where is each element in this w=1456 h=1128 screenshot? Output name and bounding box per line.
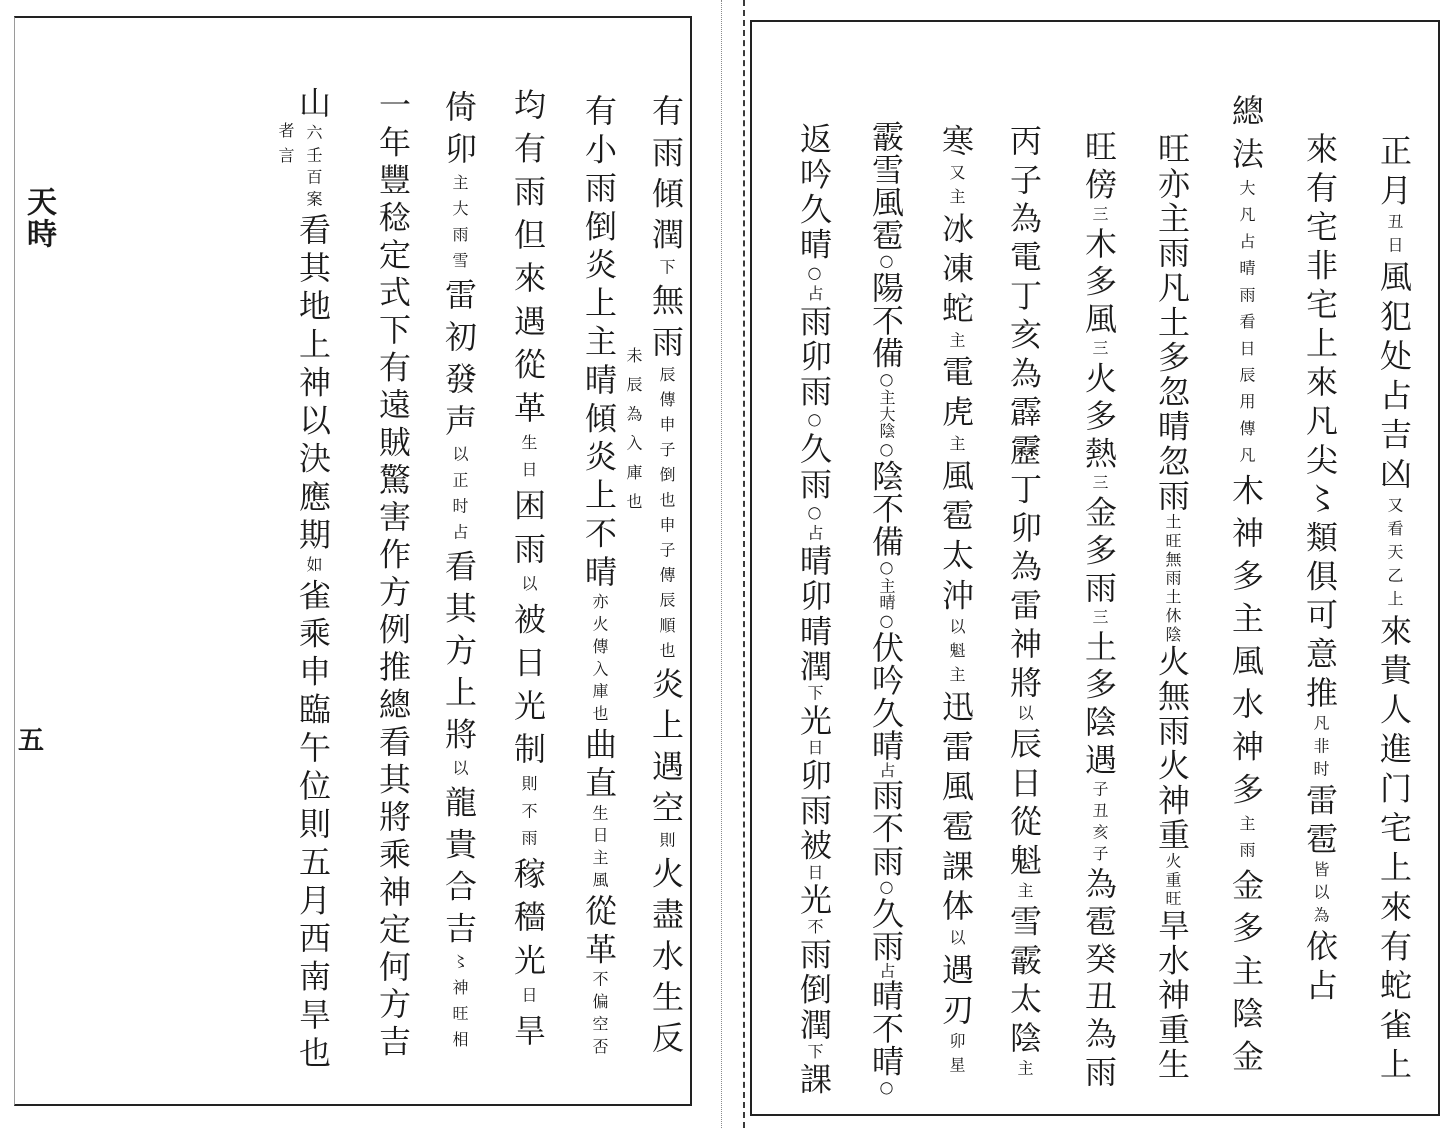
left-page-text-column (439, 90, 479, 1057)
main-text: 風犯处占吉凶 (1375, 259, 1413, 497)
annotation-text: 又主 (947, 163, 966, 212)
annotation-text: ○主大陰○ (877, 369, 896, 460)
main-text: 龍貴合吉 (440, 785, 478, 954)
annotation-text: ○ (877, 876, 896, 897)
main-text: 主風水神多 (1227, 601, 1265, 815)
main-text: 旱水神重生 (1153, 908, 1191, 1083)
main-text: 看其地上神以決應期 (294, 212, 332, 556)
main-text: 遇刃 (937, 952, 975, 1033)
annotation-text: 辰傳申子倒也申子傳辰順也 (657, 365, 676, 667)
annotation-text: ○ (877, 251, 896, 271)
annotation-text: 三 (1090, 473, 1109, 496)
annotation-text: 三 (1090, 339, 1109, 362)
main-text: 困雨 (509, 488, 547, 575)
main-text: 晴卯晴 (795, 543, 833, 650)
main-text: 寒 (937, 124, 975, 164)
main-text: 均有雨但來遇從革 (509, 88, 547, 434)
main-text: 旺傍 (1080, 130, 1118, 206)
main-text: 金多主陰金 (1227, 868, 1265, 1082)
main-text: 一年豐稔定式下有遠賊驚害作方例推 (374, 88, 412, 688)
annotation-text: ○ (805, 409, 824, 432)
main-text: 光 (795, 882, 833, 919)
left-page-text-column (646, 94, 686, 1062)
right-page-text-column (1152, 132, 1192, 1082)
main-text: 炎上遇空 (647, 666, 685, 832)
right-page-text-column (936, 124, 976, 1080)
annotation-text: 占 (877, 962, 896, 979)
main-text: 卯雨被 (795, 758, 833, 864)
annotation-text: 如 (304, 555, 323, 579)
annotation-text: 不偏空否 (590, 970, 609, 1061)
main-text: 久雨 (795, 431, 833, 503)
left-page-text-column (579, 94, 619, 1060)
main-text: 無雨 (647, 283, 685, 366)
main-text: 依占 (1301, 929, 1339, 1008)
annotation-text: ○占 (805, 262, 824, 305)
right-page-text-column (1079, 130, 1119, 1092)
main-text: 旱 (509, 1013, 547, 1058)
main-text: 正月 (1375, 134, 1413, 213)
main-text: 雀乘申臨午位則五月西南旱也 (294, 578, 332, 1074)
annotation-text: 又看天乙上 (1385, 496, 1404, 614)
left-page-text-column (373, 88, 413, 1062)
main-text: 火盡水生反 (647, 856, 685, 1062)
main-text: 返吟久晴 (795, 122, 833, 263)
annotation-text: 下 (657, 258, 676, 284)
annotation-text: 〻神旺相 (450, 953, 469, 1057)
annotation-text: 主大雨雪 (450, 173, 469, 278)
annotation-text: 主雨 (1237, 814, 1256, 869)
main-text: 為雹癸丑為雨 (1080, 866, 1118, 1093)
annotation-text: 丑日 (1385, 212, 1404, 260)
main-text: 稼穡光 (509, 856, 547, 987)
main-text: 遇 (1080, 742, 1118, 781)
main-text: 被日光制 (509, 602, 547, 776)
main-text: 光 (795, 703, 833, 739)
main-text: 總看其將乘神定何方吉 (374, 687, 412, 1062)
annotation-text: 以 (450, 759, 469, 786)
left-page (14, 16, 692, 1106)
main-text: 來有宅非宅上來凡尖〻類俱可意推 (1301, 132, 1339, 715)
main-text: 潤 (795, 649, 833, 685)
main-text: 迅雷風雹 (937, 689, 975, 850)
annotation-text: 以 (1015, 704, 1034, 728)
main-text: 課体 (937, 849, 975, 929)
main-text: 電虎 (937, 355, 975, 435)
annotation-text: 下 (805, 1042, 824, 1063)
right-page-text-column (1004, 124, 1044, 1082)
annotation-text: 亦火傳入庫也 (590, 593, 609, 728)
main-text: 久雨 (867, 896, 905, 963)
main-text: 晴不晴 (867, 979, 905, 1078)
annotation-text: 以 (519, 574, 538, 603)
annotation-text: 以 (947, 928, 966, 953)
annotation-text: 以正时占 (450, 445, 469, 550)
main-text: 雨卯雨 (795, 304, 833, 410)
binding-line (743, 0, 745, 1128)
main-text: 旺亦主雨凡土多忽晴忽雨 (1153, 132, 1191, 514)
main-text: 丙子為電丁亥為霹靂丁卯為雷 (1005, 124, 1043, 627)
main-text: 雷雹 (1301, 783, 1339, 861)
main-text: 陽不備 (867, 270, 905, 370)
annotation-text: 三 (1090, 205, 1109, 227)
annotation-text: 凡非时 (1311, 714, 1330, 784)
annotation-text: 生日主風 (590, 804, 609, 894)
main-text: 伏吟久晴 (867, 630, 905, 762)
main-text: 神將 (1005, 626, 1043, 705)
right-page-text-column (1374, 134, 1414, 1087)
main-text: 冰凍蛇 (937, 211, 975, 332)
annotation-text: 火重旺 (1163, 852, 1182, 909)
annotation-text: 以魁主 (947, 618, 966, 690)
main-text: 雷初發声 (440, 277, 478, 446)
side-annotation: 未辰為入庫也 (624, 347, 643, 523)
main-text: 倚卯 (440, 90, 478, 174)
annotation-text: ○主晴○ (877, 557, 896, 631)
annotation-text: 則不雨 (519, 775, 538, 857)
annotation-text: 主 (947, 434, 966, 459)
main-text: 陰不備 (867, 459, 905, 558)
main-text: 從革 (580, 893, 618, 971)
main-text: 曲直 (580, 727, 618, 805)
right-page-text-column (1300, 132, 1340, 1007)
annotation-text: 占 (877, 761, 896, 779)
annotation-text: 大凡占晴雨看日辰用傳凡 (1237, 179, 1256, 474)
main-text: 木神多 (1227, 473, 1265, 602)
page-number: 五 (18, 726, 45, 756)
gutter-fold-line (721, 0, 722, 1128)
side-annotation: 者言 (276, 122, 295, 172)
main-text: 山 (294, 86, 332, 125)
annotation-text: 日 (519, 986, 538, 1014)
left-page-text-column (508, 88, 548, 1057)
annotation-text: ○占 (805, 502, 824, 544)
right-page-text-column (794, 122, 834, 1097)
annotation-text: 日 (805, 863, 824, 883)
annotation-text: 土旺無雨土休陰 (1163, 513, 1182, 645)
main-text: 霰雪風雹 (867, 120, 905, 252)
right-page-text-column (866, 120, 906, 1097)
left-page-text-column (293, 86, 333, 1074)
right-page-text-column (1226, 94, 1266, 1082)
annotation-text: 下 (805, 684, 824, 704)
annotation-text: 主 (947, 331, 966, 356)
main-text: 金多雨 (1080, 495, 1118, 609)
annotation-text: 不 (805, 918, 824, 938)
main-text: 雨不雨 (867, 778, 905, 877)
main-text: 看其方上將 (440, 549, 478, 760)
annotation-text: 皆以為 (1311, 860, 1330, 930)
annotation-text: 三 (1090, 608, 1109, 630)
annotation-text: 日 (805, 738, 824, 759)
main-text: 風雹太沖 (937, 458, 975, 619)
annotation-text: 主 (1015, 1059, 1034, 1083)
main-text: 火無雨火神重 (1153, 644, 1191, 853)
annotation-text: 生日 (519, 433, 538, 489)
main-text: 土多陰 (1080, 629, 1118, 743)
annotation-text: 主 (1015, 881, 1034, 905)
main-text: 課 (795, 1062, 833, 1098)
main-text: 來貴人進门宅上來有蛇雀上 (1375, 613, 1413, 1087)
main-text: 倒潤 (795, 972, 833, 1043)
main-text: 木多風 (1080, 226, 1118, 340)
main-text: 總法 (1227, 94, 1265, 180)
annotation-text: 卯星 (947, 1032, 966, 1081)
annotation-text: 子丑亥子 (1090, 780, 1109, 867)
main-text: 火多熱 (1080, 361, 1118, 474)
main-text: 有小雨倒炎上主晴傾炎上不晴 (580, 94, 618, 594)
annotation-text: ○ (877, 1077, 896, 1098)
annotation-text: 六壬百案 (304, 124, 323, 213)
main-text: 雨 (795, 937, 833, 973)
main-text: 雪霰太陰 (1005, 904, 1043, 1060)
main-text: 有雨傾潤 (647, 94, 685, 259)
main-text: 辰日從魁 (1005, 727, 1043, 882)
right-page (750, 20, 1440, 1116)
section-title: 天時 (21, 186, 56, 250)
annotation-text: 則 (657, 831, 676, 857)
